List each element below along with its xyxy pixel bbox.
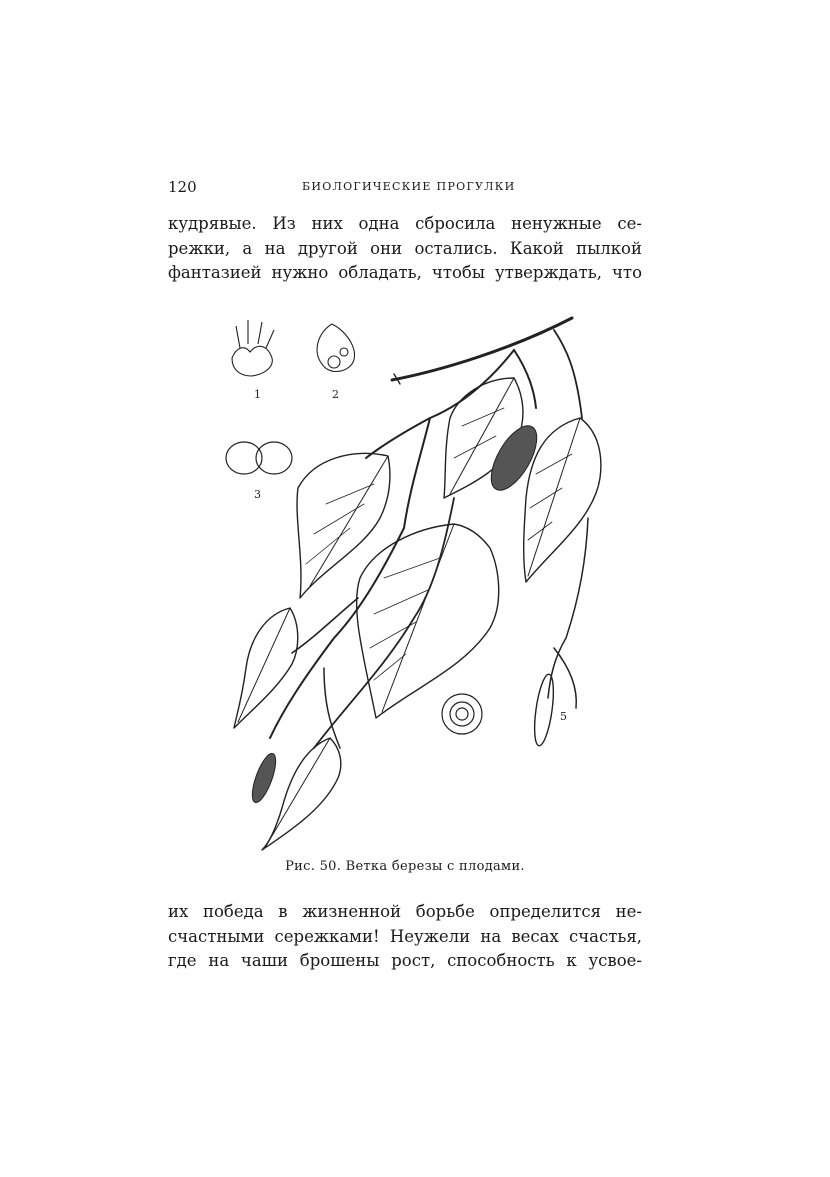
text-line: где на чаши брошены рост, способность к усвое- [168, 951, 642, 970]
figure-caption: Рис. 50. Ветка березы с плодами. [285, 859, 525, 874]
figure-label: 1 [254, 388, 261, 401]
main-twig [392, 318, 572, 380]
hanging-branch [366, 350, 514, 458]
scale-detail [317, 324, 355, 372]
catkin [482, 419, 546, 497]
text-line: счастными сережками! Неужели на весах счастья, [168, 926, 642, 946]
birch-branch-illustration [214, 308, 616, 856]
page-number: 120 [168, 178, 197, 196]
figure-label: 5 [560, 710, 567, 723]
figure-label: 2 [332, 388, 339, 401]
catkin [248, 751, 281, 805]
text-line: кудрявые. Из них одна сбросила ненужные се- [168, 214, 642, 233]
page-header [168, 178, 640, 198]
figure-label: 3 [254, 488, 261, 501]
paragraph-top [168, 212, 642, 286]
leaf [357, 524, 499, 718]
text-line: режки, а на другой они остались. Какой пылкой [168, 238, 642, 258]
catkin [531, 673, 557, 747]
round-detail [442, 694, 482, 734]
text-line: их победа в жизненной борьбе определится не- [168, 902, 642, 921]
text-line: фантазией нужно обладать, чтобы утверждать, что [168, 263, 642, 282]
flower-detail [232, 346, 272, 376]
running-title: БИОЛОГИЧЕСКИЕ ПРОГУЛКИ [302, 180, 516, 193]
paragraph-bottom [168, 900, 642, 974]
